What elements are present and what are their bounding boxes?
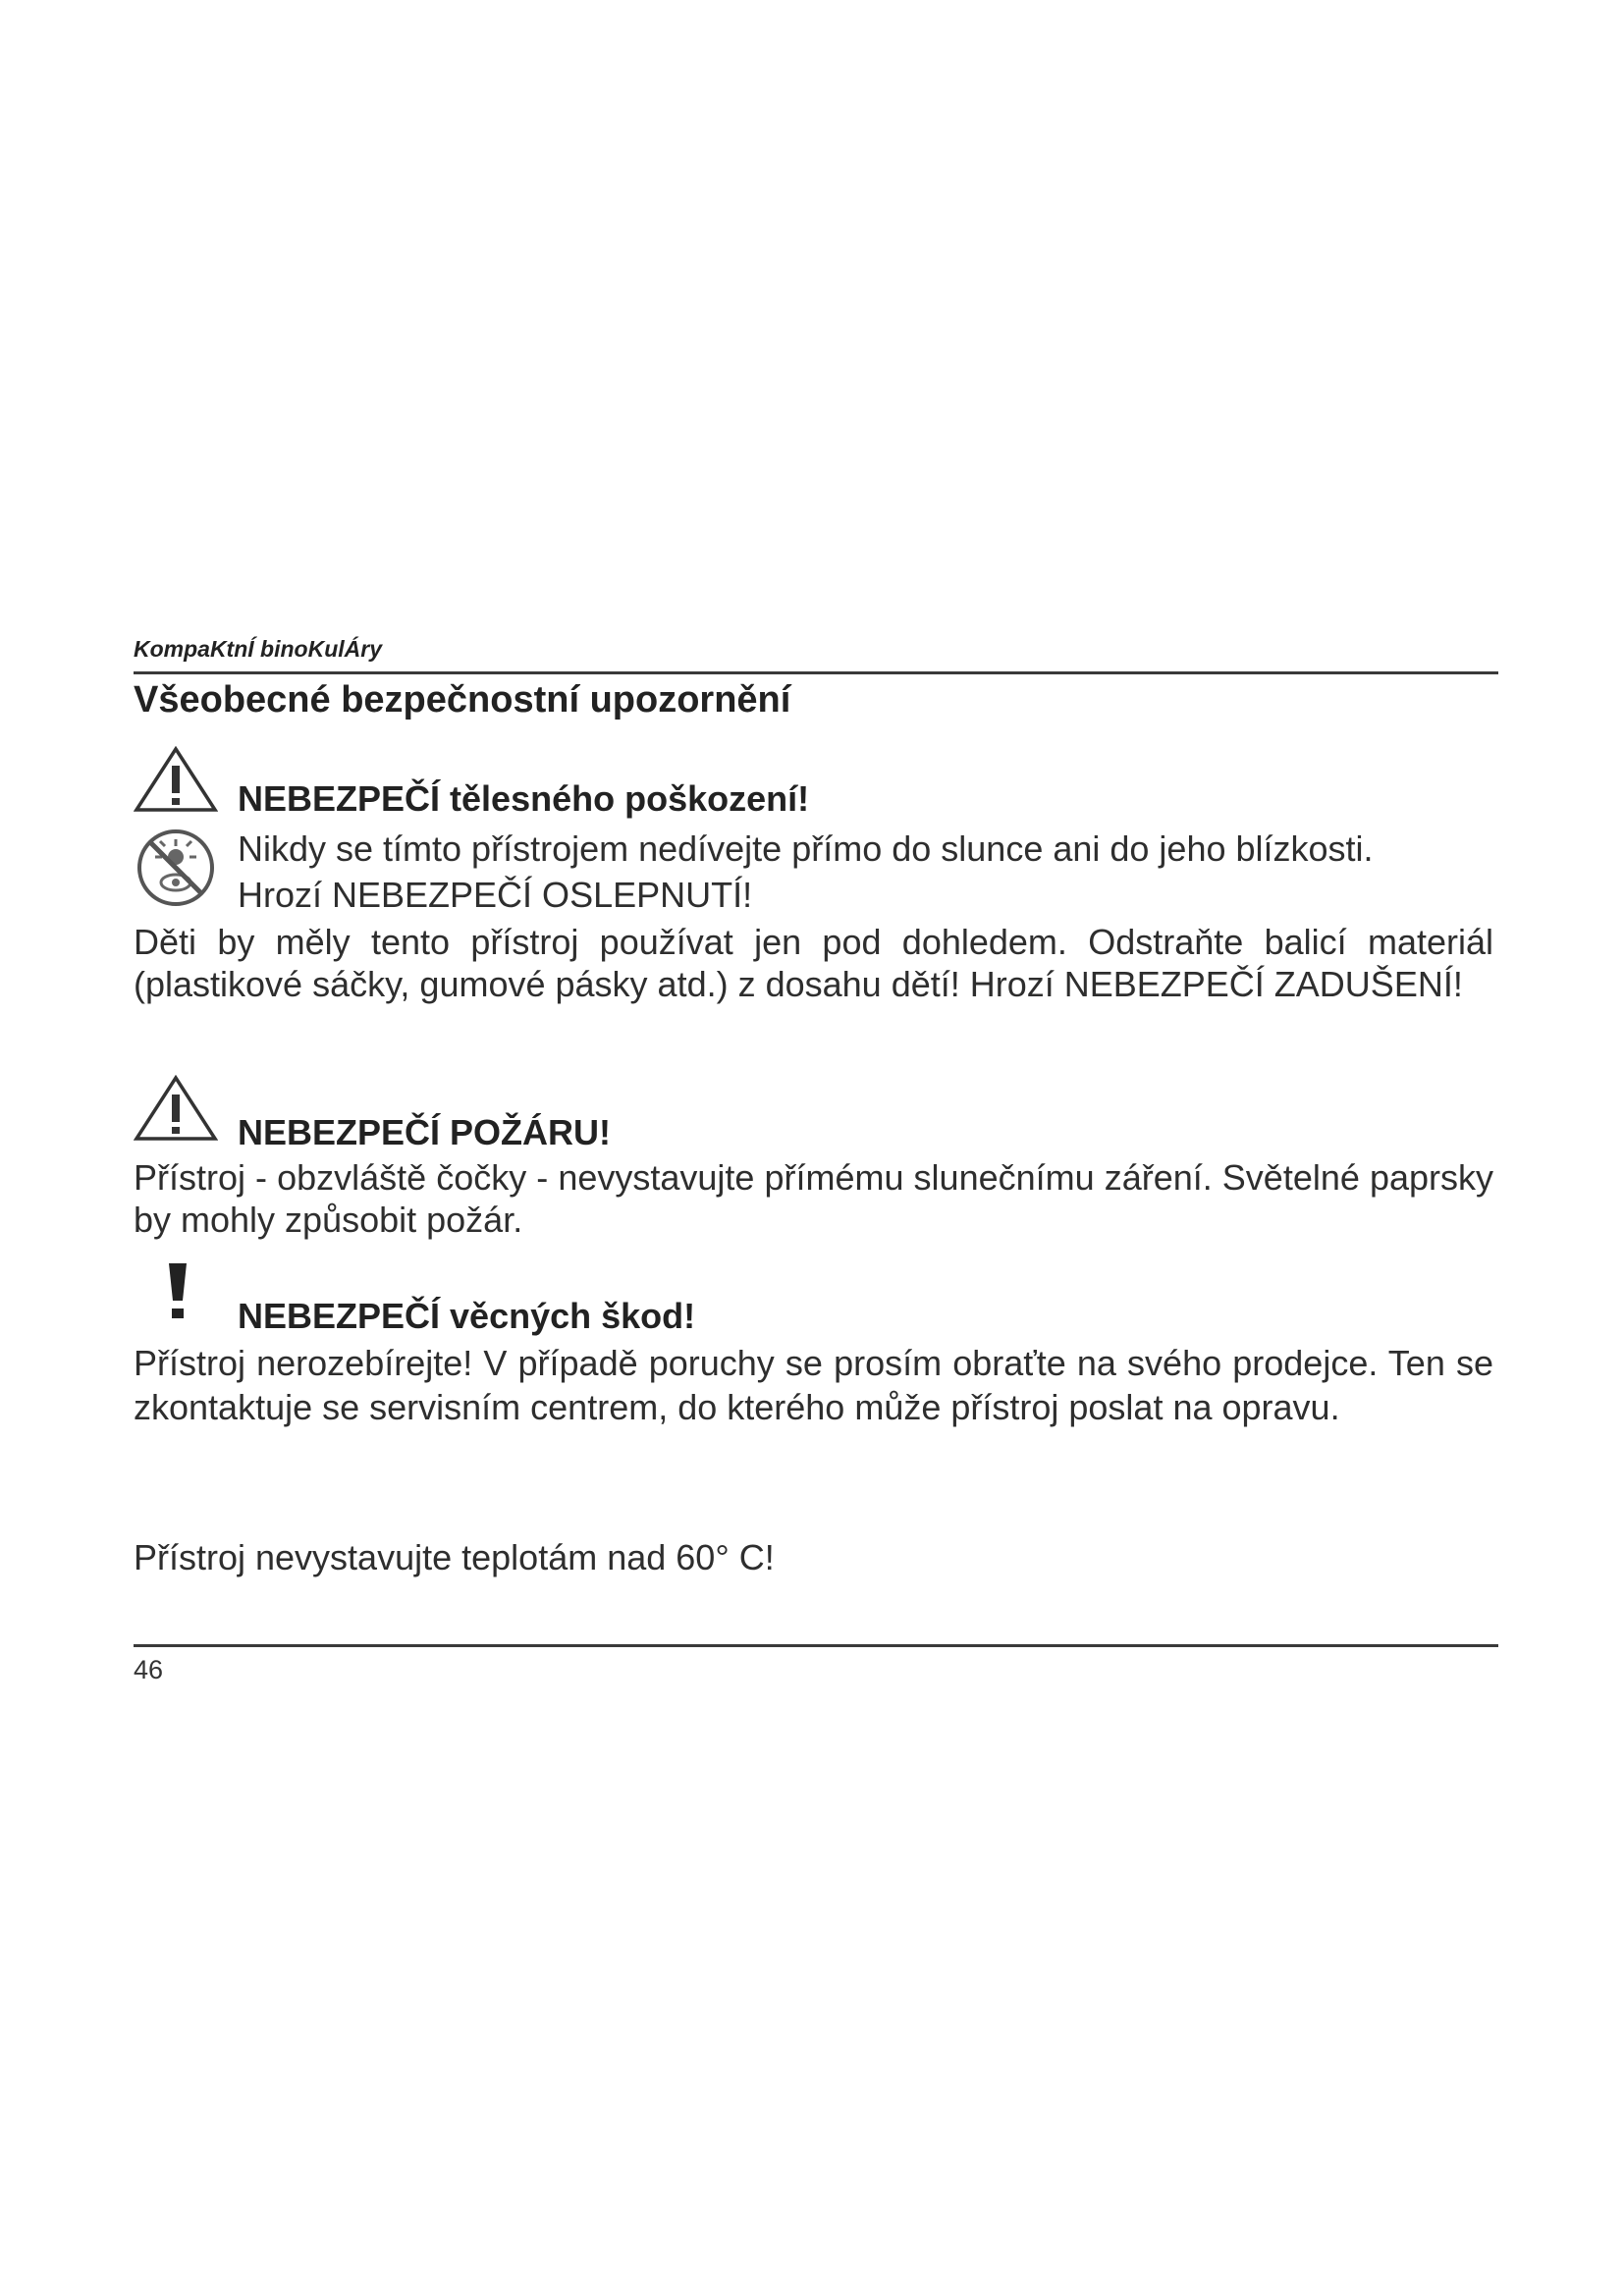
fire-heading: NEBEZPEČÍ POŽÁRU! [238,1112,612,1152]
damage-warning-text: Přístroj nerozebírejte! V případě poruchy se prosím obraťte na svého prodejce. Ten se zkontaktuje se servisním centrem, do kterého může přístroj poslat na opravu. [134,1343,1493,1427]
running-header: KompaKtnÍ binoKulÁry [134,636,382,662]
damage-heading: NEBEZPEČÍ věcných škod! [238,1296,696,1336]
warning-triangle-icon [134,746,218,813]
header-divider [134,671,1498,674]
injury-heading: NEBEZPEČÍ tělesného poškození! [238,778,810,819]
footer-divider [134,1644,1498,1647]
exclamation-icon [167,1263,189,1320]
fire-warning-text: Přístroj - obzvláště čočky - nevystavujte přímému slunečnímu záření. Světelné paprsky by mohly způsobit požár. [134,1157,1493,1240]
page-number: 46 [134,1655,164,1684]
children-warning-text: Děti by měly tento přístroj používat jen pod dohledem. Odstraňte balicí materiál (plastikové sáčky, gumové pásky atd.) z dosahu dětí! Hrozí NEBEZPEČÍ ZADUŠENÍ! [134,922,1493,1004]
warning-triangle-icon [134,1075,218,1142]
sun-warning-line-1: Nikdy se tímto přístrojem nedívejte přímo do slunce ani do jeho blízkosti. [238,828,1374,869]
sun-warning-line-2: Hrozí NEBEZPEČÍ OSLEPNUTÍ! [238,875,753,915]
temperature-warning-text: Přístroj nevystavujte teplotám nad 60° C! [134,1537,775,1577]
no-sun-viewing-icon [135,828,216,908]
page-title: Všeobecné bezpečnostní upozornění [134,679,791,721]
